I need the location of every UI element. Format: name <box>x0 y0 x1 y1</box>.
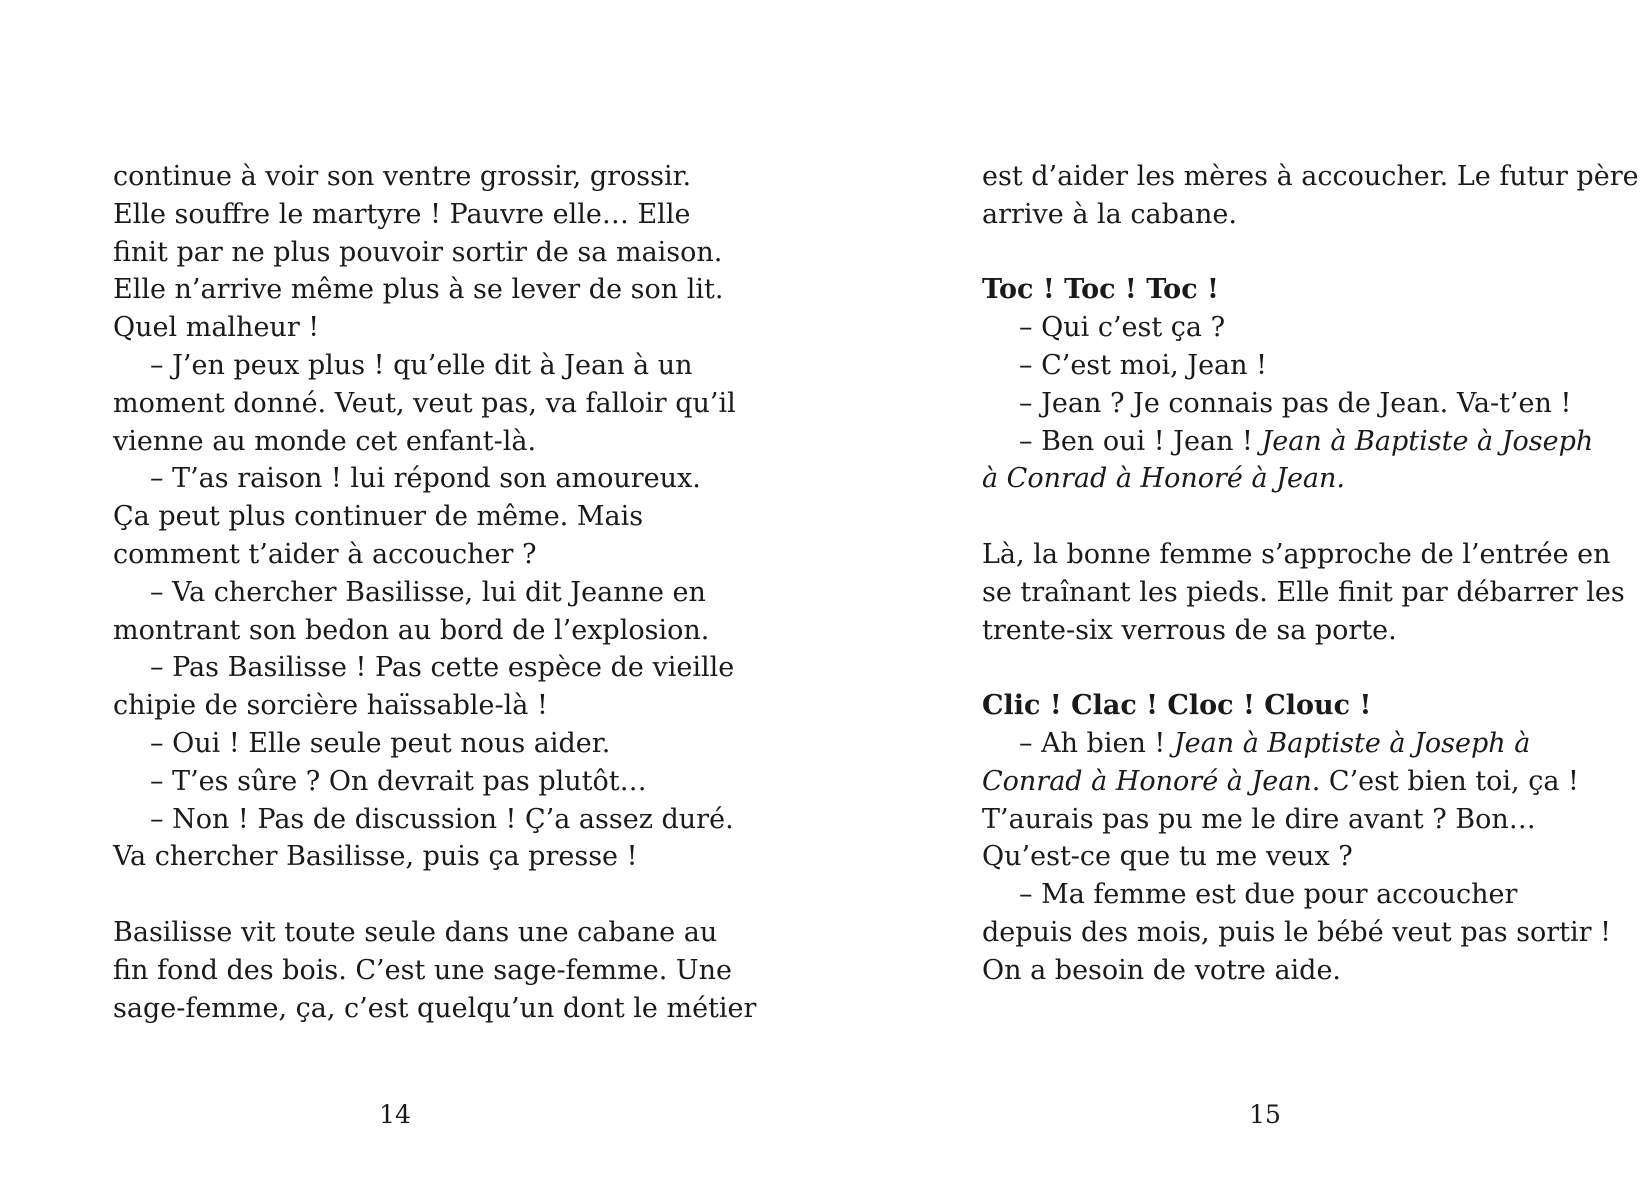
paragraph-gap <box>982 234 1562 272</box>
dialogue-line: – Oui ! Elle seule peut nous aider. <box>150 727 611 759</box>
dialogue-text: . C’est bien toi, ça ! <box>1311 765 1579 797</box>
dialogue-line: – Ma femme est due pour accoucher <box>1019 879 1518 911</box>
text-line: finit par ne plus pouvoir sortir de sa maison. <box>113 236 723 268</box>
dialogue-line: – Jean ? Je connais pas de Jean. Va-t’en ! <box>1019 387 1572 419</box>
text-line: moment donné. Veut, veut pas, va falloir qu’il <box>113 387 736 419</box>
dialogue-line: – J’en peux plus ! qu’elle dit à Jean à un <box>150 349 693 381</box>
text-line: Quel malheur ! <box>113 312 320 344</box>
text-line: T’aurais pas pu me le dire avant ? Bon… <box>982 803 1536 835</box>
italic-name-chain: à Conrad à Honoré à Jean. <box>982 463 1345 495</box>
right-page <box>825 0 1650 1200</box>
onomatopoeia-heading: Toc ! Toc ! Toc ! <box>982 274 1219 306</box>
dialogue-line <box>982 725 1562 763</box>
text-line: vienne au monde cet enfant-là. <box>113 425 537 457</box>
text-line: On a besoin de votre aide. <box>982 954 1342 986</box>
dialogue-line: – Non ! Pas de discussion ! Ç’a assez duré. <box>150 803 734 835</box>
text-line: Ça peut plus continuer de même. Mais <box>113 501 644 533</box>
dialogue-text: – Ah bien ! <box>1019 727 1174 759</box>
dialogue-text: – Ben oui ! Jean ! <box>1019 425 1262 457</box>
left-page-text <box>113 158 757 1027</box>
dialogue-line <box>982 423 1594 461</box>
page-number-right: 15 <box>1249 1100 1281 1129</box>
dialogue-line: – C’est moi, Jean ! <box>1019 349 1267 381</box>
text-line: Elle n’arrive même plus à se lever de son lit. <box>113 274 724 306</box>
paragraph-gap <box>982 498 1562 536</box>
text-line: comment t’aider à accoucher ? <box>113 538 537 570</box>
dialogue-line: – Qui c’est ça ? <box>1019 312 1226 344</box>
dialogue-line: – T’es sûre ? On devrait pas plutôt… <box>150 765 647 797</box>
text-line: montrant son bedon au bord de l’explosion. <box>113 614 710 646</box>
text-line: Basilisse vit toute seule dans une cabane au <box>113 916 718 948</box>
dialogue-line: – Pas Basilisse ! Pas cette espèce de vieille <box>150 652 735 684</box>
text-line: continue à voir son ventre grossir, grossir. <box>113 161 692 192</box>
paragraph-gap <box>982 649 1562 687</box>
text-line: est d’aider les mères à accoucher. Le futur père <box>982 161 1639 192</box>
italic-name-chain: Conrad à Honoré à Jean <box>982 765 1312 797</box>
text-line: Va chercher Basilisse, puis ça presse ! <box>113 841 638 873</box>
italic-name-chain: Jean à Baptiste à Joseph <box>1261 425 1594 457</box>
paragraph-gap <box>113 876 688 914</box>
page-number-left: 14 <box>379 1100 411 1129</box>
text-line: depuis des mois, puis le bébé veut pas sortir ! <box>982 916 1611 948</box>
text-line: chipie de sorcière haïssable-là ! <box>113 690 548 722</box>
right-page-text <box>982 158 1639 990</box>
text-line: Là, la bonne femme s’approche de l’entrée en <box>982 538 1611 570</box>
text-line: Elle souffre le martyre ! Pauvre elle… Elle <box>113 198 691 230</box>
dialogue-line: – Va chercher Basilisse, lui dit Jeanne en <box>150 576 706 608</box>
italic-name-chain: Jean à Baptiste à Joseph à <box>1173 727 1531 759</box>
text-line: arrive à la cabane. <box>982 198 1237 230</box>
text-line: fin fond des bois. C’est une sage-femme. Une <box>113 954 733 986</box>
onomatopoeia-heading: Clic ! Clac ! Cloc ! Clouc ! <box>982 690 1372 722</box>
text-line: se traînant les pieds. Elle finit par débarrer les <box>982 576 1625 608</box>
dialogue-line: – T’as raison ! lui répond son amoureux. <box>150 463 701 495</box>
text-line: Qu’est-ce que tu me veux ? <box>982 841 1353 873</box>
text-line: sage-femme, ça, c’est quelqu’un dont le métier <box>113 992 757 1024</box>
text-line: trente-six verrous de sa porte. <box>982 614 1397 646</box>
text-line <box>982 763 1579 801</box>
